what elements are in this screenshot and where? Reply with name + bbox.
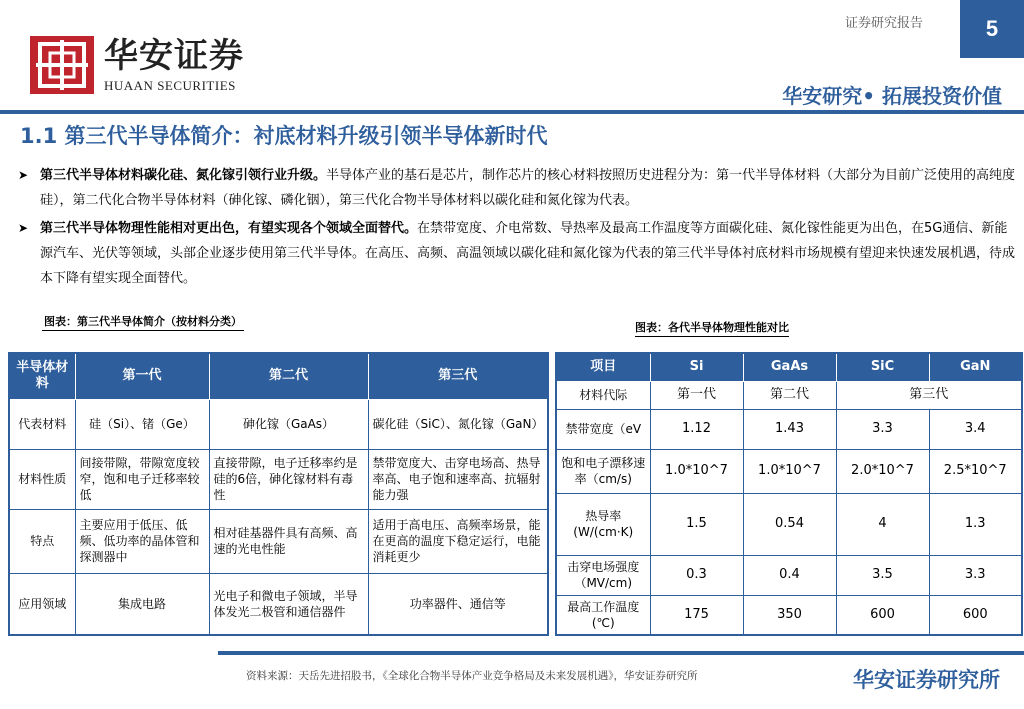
table-cell: 碳化硅（SiC）、氮化镓（GaN） — [368, 399, 548, 449]
table-cell: 600 — [836, 595, 929, 635]
table-cell: 1.43 — [743, 409, 836, 449]
row-label: 代表材料 — [9, 399, 75, 449]
row-label: 应用领域 — [9, 573, 75, 635]
table-cell: 硅（Si）、锗（Ge） — [75, 399, 209, 449]
table-cell: 0.54 — [743, 493, 836, 555]
table-cell: 光电子和微电子领域，半导体发光二极管和通信器件 — [209, 573, 368, 635]
header-divider — [0, 110, 1024, 114]
table-header: 第三代 — [368, 353, 548, 399]
row-label: 材料代际 — [556, 381, 650, 409]
table-row — [9, 573, 548, 635]
table-cell: 功率器件、通信等 — [368, 573, 548, 635]
table-cell: 175 — [650, 595, 743, 635]
table-cell: 主要应用于低压、低频、低功率的晶体管和探测器中 — [75, 509, 209, 573]
physical-properties-table — [555, 352, 1023, 636]
row-label: 禁带宽度（eV — [556, 409, 650, 449]
table-cell: 1.0*10^7 — [650, 449, 743, 493]
table1-caption: 图表：第三代半导体简介（按材料分类） — [42, 313, 244, 331]
table-cell: 间接带隙，带隙宽度较窄，饱和电子迁移率较低 — [75, 449, 209, 509]
bullet-item — [18, 216, 1018, 291]
table-header: 第二代 — [209, 353, 368, 399]
table-cell: 3.4 — [929, 409, 1022, 449]
bullet-text: 在禁带宽度、介电常数、导热率及最高工作温度等方面碳化硅、氮化镓性能更为出色，在5G通信、新能源汽车、光伏等领域，头部企业逐步使用第三代半导体。在高压、高频、高温领域以碳化硅和氮化镓为代表的第三代半导体衬底材料市场规模有望迎来快速发展机遇，待成本下降有望实现全面替代。 — [40, 221, 1016, 286]
table-cell: 1.0*10^7 — [743, 449, 836, 493]
table-cell: 禁带宽度大、击穿电场高、热导率高、电子饱和速率高、抗辐射能力强 — [368, 449, 548, 509]
table-cell: 集成电路 — [75, 573, 209, 635]
table-cell: 相对硅基器件具有高频、高速的光电性能 — [209, 509, 368, 573]
table-cell: 3.5 — [836, 555, 929, 595]
table-cell: 4 — [836, 493, 929, 555]
page-number: 5 — [960, 0, 1024, 58]
table-cell: 600 — [929, 595, 1022, 635]
bullet-lead: 第三代半导体物理性能相对更出色，有望实现各个领域全面替代。 — [40, 221, 418, 236]
table-header: 第一代 — [75, 353, 209, 399]
arrow-bullet-icon: ➤ — [18, 168, 29, 182]
row-label: 最高工作温度(℃) — [556, 595, 650, 635]
logo-chinese-name: 华安证券 — [104, 36, 244, 76]
table-cell: 350 — [743, 595, 836, 635]
table-cell: 砷化镓（GaAs） — [209, 399, 368, 449]
table-cell: 第一代 — [650, 381, 743, 409]
table-cell: 0.3 — [650, 555, 743, 595]
table-row — [556, 449, 1022, 493]
table-row — [556, 493, 1022, 555]
table-cell: 1.5 — [650, 493, 743, 555]
table-cell: 第二代 — [743, 381, 836, 409]
table-cell: 2.5*10^7 — [929, 449, 1022, 493]
table-header: SiC — [836, 353, 929, 381]
logo-mark — [30, 36, 94, 94]
bullet-text: 半导体产业的基石是芯片，制作芯片的核心材料按照历史进程分为：第一代半导体材料（大部分为目前广泛使用的高纯度硅），第二代化合物半导体材料（砷化镓、磷化铟），第三代化合物半导体材料以碳化硅和氮化镓为代表。 — [40, 168, 1016, 208]
table-row — [556, 595, 1022, 635]
table-cell: 3.3 — [929, 555, 1022, 595]
arrow-bullet-icon: ➤ — [18, 221, 29, 235]
footer-divider — [218, 651, 1024, 655]
table-cell: 3.3 — [836, 409, 929, 449]
material-classification-table — [8, 352, 549, 636]
section-title: 1.1 第三代半导体简介：衬底材料升级引领半导体新时代 — [20, 124, 548, 148]
table-header: Si — [650, 353, 743, 381]
report-type: 证券研究报告 — [845, 16, 924, 31]
logo-english-name: HUAAN SECURITIES — [104, 78, 236, 93]
table-header: 项目 — [556, 353, 650, 381]
row-label: 热导率(W/(cm·K) — [556, 493, 650, 555]
table-row — [9, 509, 548, 573]
table-cell: 直接带隙，电子迁移率约是硅的6倍，砷化镓材料有毒性 — [209, 449, 368, 509]
table-cell: 第三代 — [836, 381, 1022, 409]
table-cell: 2.0*10^7 — [836, 449, 929, 493]
table-row — [556, 409, 1022, 449]
row-label: 饱和电子漂移速率（cm/s) — [556, 449, 650, 493]
row-label: 击穿电场强度（MV/cm) — [556, 555, 650, 595]
table-cell: 1.12 — [650, 409, 743, 449]
table-row — [556, 381, 1022, 409]
row-label: 材料性质 — [9, 449, 75, 509]
footer-brand: 华安证券研究所 — [853, 668, 1000, 692]
table-header: 半导体材料 — [9, 353, 75, 399]
table-row — [9, 449, 548, 509]
bullet-list — [18, 163, 1018, 294]
bullet-lead: 第三代半导体材料碳化硅、氮化镓引领行业升级。 — [40, 168, 327, 183]
bullet-item — [18, 163, 1018, 213]
source-note: 资料来源：天岳先进招股书，《全球化合物半导体产业竞争格局及未来发展机遇》，华安证券研究所 — [246, 670, 698, 682]
table-header: GaAs — [743, 353, 836, 381]
table2-caption: 图表：各代半导体物理性能对比 — [635, 319, 789, 337]
table-row — [9, 399, 548, 449]
table-cell: 适用于高电压、高频率场景，能在更高的温度下稳定运行，电能消耗更少 — [368, 509, 548, 573]
logo-seal-icon — [30, 36, 94, 94]
table-cell: 0.4 — [743, 555, 836, 595]
table-cell: 1.3 — [929, 493, 1022, 555]
table-header: GaN — [929, 353, 1022, 381]
table-row — [556, 555, 1022, 595]
slogan: 华安研究• 拓展投资价值 — [782, 84, 1002, 108]
row-label: 特点 — [9, 509, 75, 573]
